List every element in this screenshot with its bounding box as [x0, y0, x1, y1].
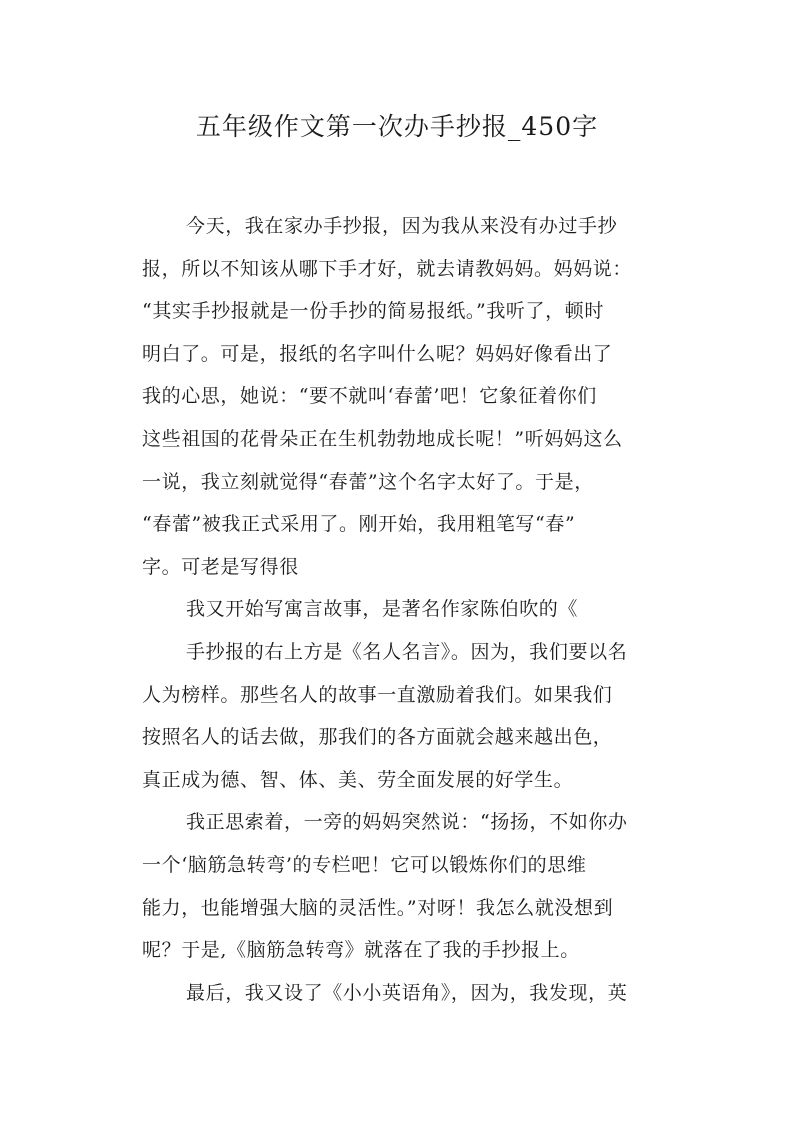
text-line: 真正成为德、智、体、美、劳全面发展的好学生。 — [142, 768, 574, 791]
document-body — [142, 205, 662, 1014]
text-line: 按照名人的话去做，那我们的各方面就会越来越出色， — [142, 726, 613, 749]
text-line: 一个‘脑筋急转弯’的专栏吧！它可以锻炼你们的思维 — [142, 853, 587, 876]
document-title: 五年级作文第一次办手抄报_450字 — [195, 112, 599, 141]
paragraph-first-line: 今天，我在家办手抄报，因为我从来没有办过手抄 — [186, 215, 618, 237]
text-line: 这些祖国的花骨朵正在生机勃勃地成长呢！”听妈妈这么 — [142, 427, 623, 450]
text-line: 我的心思，她说：“要不就叫‘春蕾’吧！它象征着你们 — [142, 385, 597, 408]
text-line: 人为榜样。那些名人的故事一直激励着我们。如果我们 — [142, 683, 613, 706]
text-line: 字。可老是写得很 — [142, 555, 299, 578]
paragraph-first-line: 最后，我又设了《小小英语角》，因为，我发现，英 — [186, 981, 628, 1004]
text-line: “春蕾”被我正式采用了。刚开始，我用粗笔写“春” — [142, 513, 576, 536]
paragraph-first-line: 我又开始写寓言故事，是著名作家陈伯吹的《 — [186, 598, 579, 621]
text-line: 能力，也能增强大脑的灵活性。”对呀！我怎么就没想到 — [142, 896, 614, 919]
text-line: 明白了。可是，报纸的名字叫什么呢？妈妈好像看出了 — [142, 342, 613, 365]
text-line: 报，所以不知该从哪下手才好，就去请教妈妈。妈妈说： — [142, 257, 633, 280]
paragraph-first-line: 手抄报的右上方是《名人名言》。因为，我们要以名 — [186, 640, 628, 663]
paragraph-first-line: 我正思索着，一旁的妈妈突然说：“扬扬，不如你办 — [186, 811, 628, 834]
text-line: 呢？于是,《脑筋急转弯》就落在了我的手抄报上。 — [142, 939, 580, 962]
text-line: “其实手抄报就是一份手抄的简易报纸。”我听了，顿时 — [142, 300, 604, 323]
text-line: 一说，我立刻就觉得“春蕾”这个名字太好了。于是， — [142, 470, 594, 493]
